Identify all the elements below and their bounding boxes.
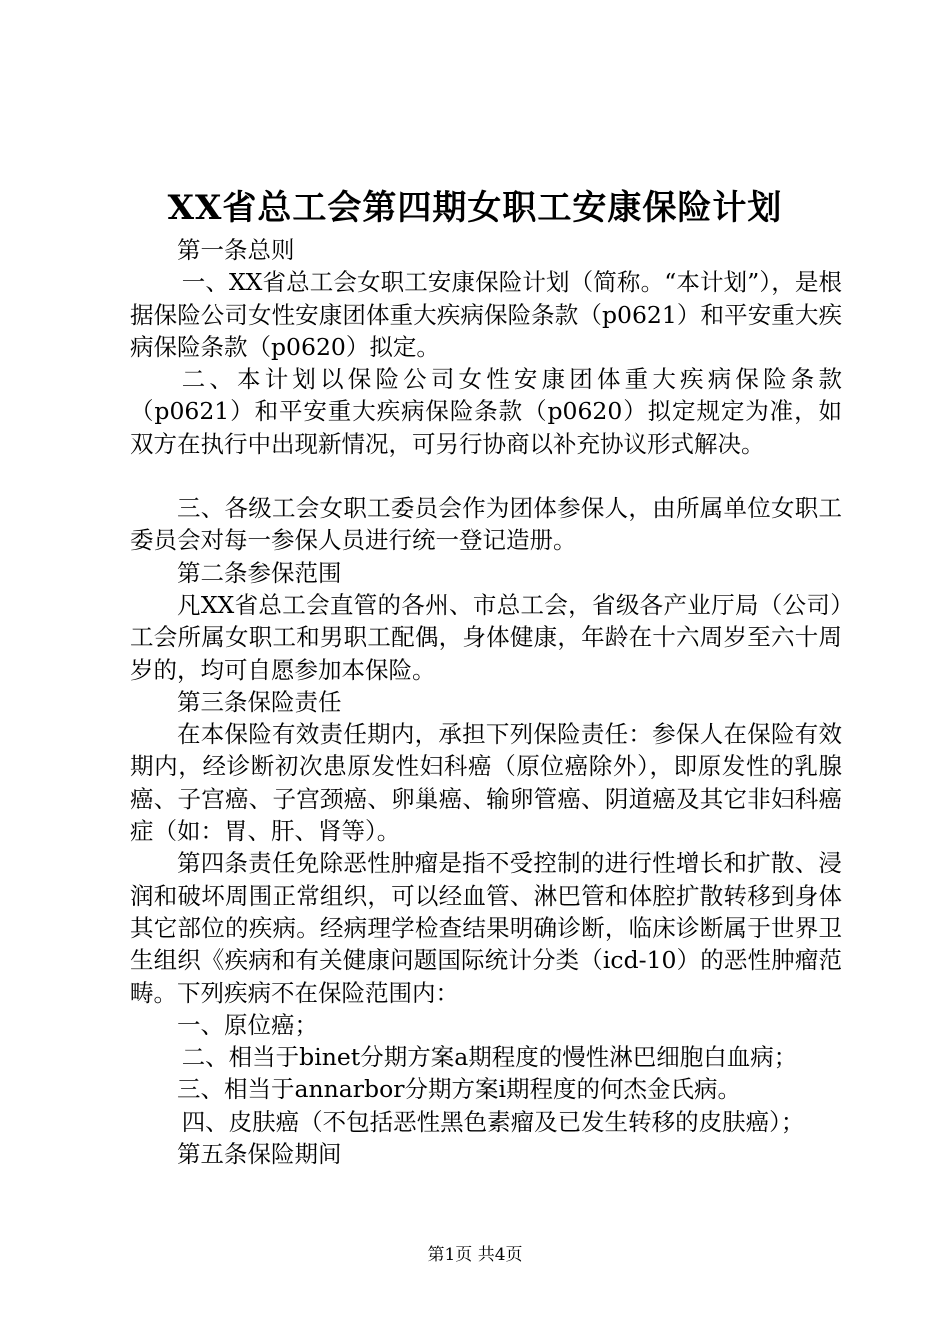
exclusion-item-1: 一、原位癌； xyxy=(177,1010,318,1039)
exclusion-item-4: 四、皮肤癌（不包括恶性黑色素瘤及已发生转移的皮肤癌）； xyxy=(181,1107,805,1136)
paragraph-general-3: 三、各级工会女职工委员会作为团体参保人，由所属单位女职工委员会对每一参保人员进行统一登记造册。 xyxy=(130,494,842,555)
paragraph-liability: 在本保险有效责任期内，承担下列保险责任：参保人在保险有效期内，经诊断初次患原发性妇科癌（原位癌除外），即原发性的乳腺癌、子宫癌、子宫颈癌、卵巢癌、输卵管癌、阴道癌及其它非妇科癌症（如：胃、肝、肾等）。 xyxy=(130,720,842,846)
document-body xyxy=(130,234,842,1170)
paragraph-exclusions: 第四条责任免除恶性肿瘤是指不受控制的进行性增长和扩散、浸润和破坏周围正常组织，可以经血管、淋巴管和体腔扩散转移到身体其它部位的疾病。经病理学检查结果明确诊断，临床诊断属于世界卫生组织《疾病和有关健康问题国际统计分类（icd-10）的恶性肿瘤范畴。下列疾病不在保险范围内： xyxy=(130,849,842,1007)
exclusion-item-3: 三、相当于annarbor分期方案i期程度的何杰金氏病。 xyxy=(177,1075,741,1104)
section-heading-scope: 第二条参保范围 xyxy=(177,558,342,587)
paragraph-general-2: 二、本计划以保险公司女性安康团体重大疾病保险条款（p0621）和平安重大疾病保险条款（p0620）拟定规定为准，如双方在执行中出现新情况，可另行协商以补充协议形式解决。 xyxy=(130,365,842,458)
paragraph-scope: 凡XX省总工会直管的各州、市总工会，省级各产业厅局（公司）工会所属女职工和男职工配偶，身体健康，年龄在十六周岁至六十周岁的，均可自愿参加本保险。 xyxy=(130,590,842,684)
paragraph-general-1: 一、XX省总工会女职工安康保险计划（简称。“本计划”），是根据保险公司女性安康团体重大疾病保险条款（p0621）和平安重大疾病保险条款（p0620）拟定。 xyxy=(130,268,842,361)
document-title: XX省总工会第四期女职工安康保险计划 xyxy=(167,188,783,228)
exclusion-item-2: 二、相当于binet分期方案a期程度的慢性淋巴细胞白血病； xyxy=(181,1043,798,1072)
section-heading-liability: 第三条保险责任 xyxy=(177,687,342,716)
section-heading-general: 第一条总则 xyxy=(177,236,295,264)
section-heading-period: 第五条保险期间 xyxy=(177,1140,342,1169)
page-number: 第1页 共4页 xyxy=(427,1245,523,1265)
